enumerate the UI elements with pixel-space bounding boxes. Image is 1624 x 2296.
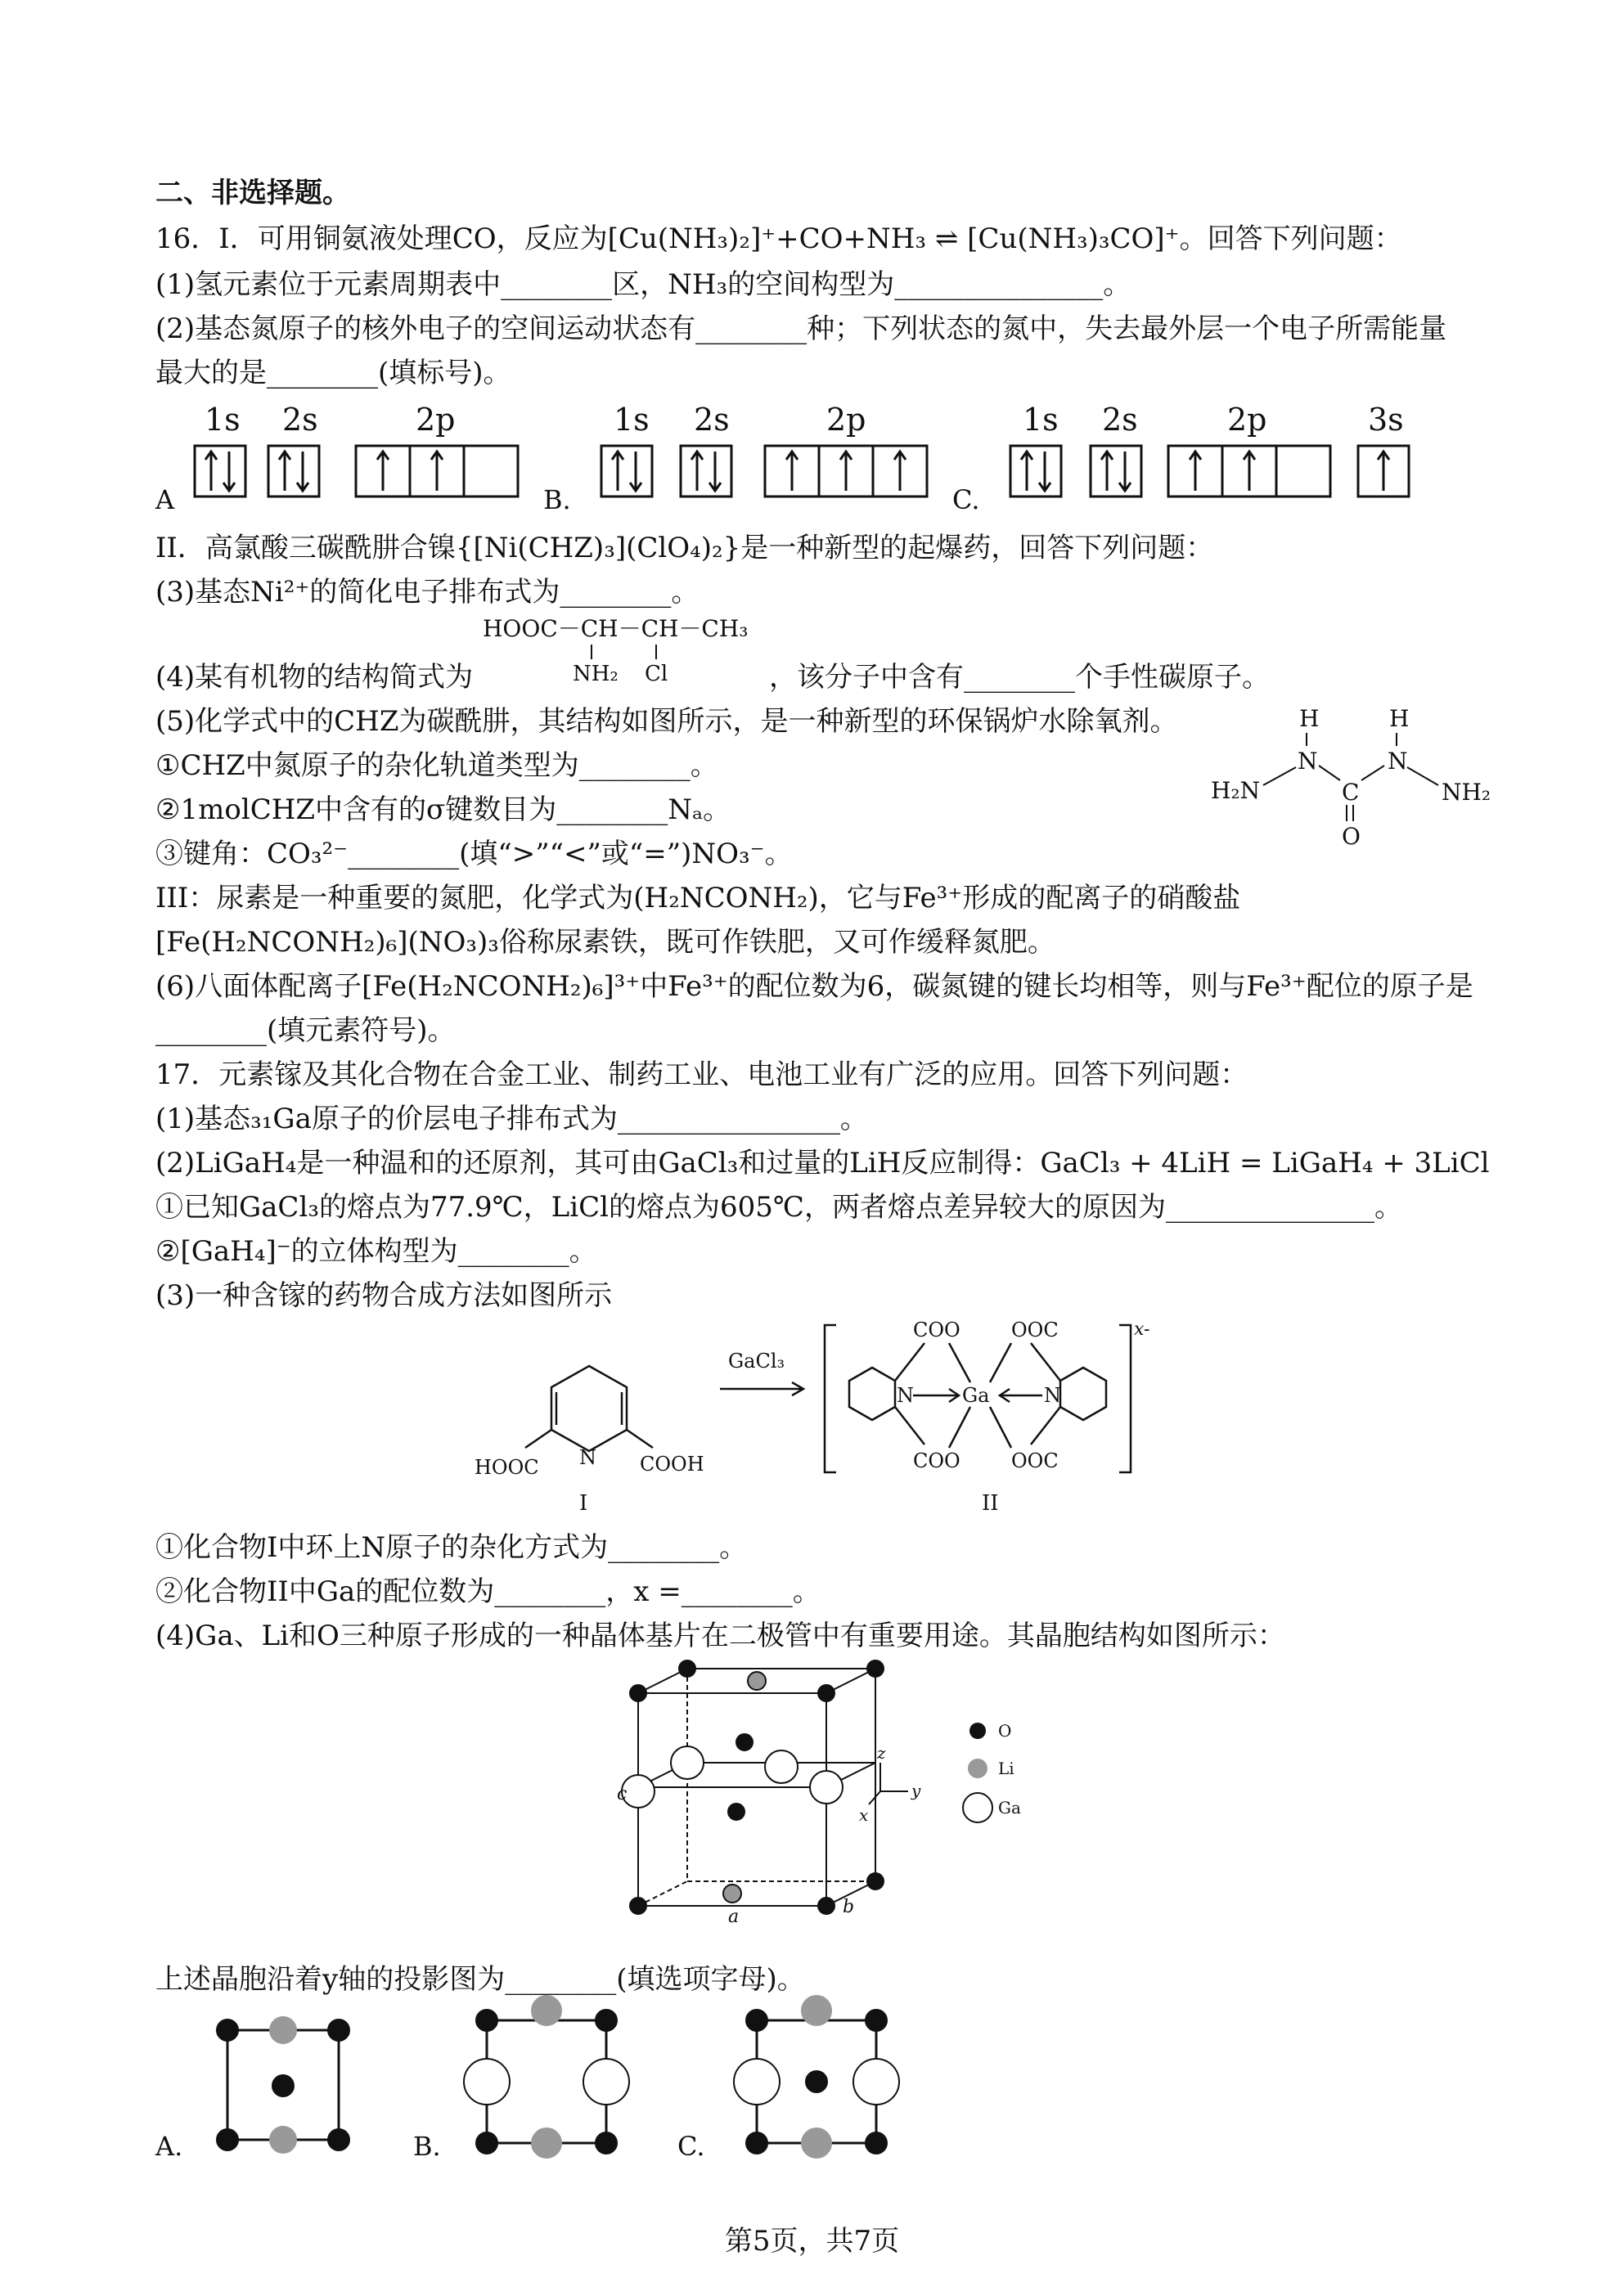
svg-text:N: N bbox=[897, 1384, 914, 1407]
orbital-label-2s: 2s bbox=[282, 402, 318, 438]
q16-part2-line1: (2)基态氮原子的核外电子的空间运动状态有________种；下列状态的氮中，失去最外层一个电子所需能量 bbox=[155, 312, 1447, 345]
crystal-cell-diagram bbox=[605, 1660, 1064, 1927]
orbital-option-c: C. bbox=[952, 484, 980, 515]
q16-part-III-line2: [Fe(H₂NCONH₂)₆](NO₃)₃俗称尿素铁，既可作铁肥，又可作缓释氮肥。 bbox=[155, 926, 1055, 959]
svg-text:3s: 3s bbox=[1368, 402, 1404, 438]
svg-text:2s: 2s bbox=[694, 402, 730, 438]
svg-text:b: b bbox=[843, 1897, 855, 1917]
orbital-label-1s: 1s bbox=[205, 402, 241, 438]
q17-part3-1: ①化合物I中环上N原子的杂化方式为________。 bbox=[155, 1531, 748, 1564]
svg-text:N: N bbox=[1298, 748, 1318, 775]
svg-text:OOC: OOC bbox=[1011, 1319, 1059, 1341]
q17-part3-2: ②化合物II中Ga的配位数为________，x =________。 bbox=[155, 1575, 821, 1608]
q17-stem: 17．元素镓及其化合物在合金工业、制药工业、电池工业有广泛的应用。回答下列问题： bbox=[155, 1058, 1248, 1091]
page-footer: 第5页，共7页 bbox=[724, 2225, 900, 2258]
svg-text:NH₂: NH₂ bbox=[1442, 779, 1491, 806]
svg-text:2p: 2p bbox=[1227, 402, 1267, 438]
q17-part2: (2)LiGaH₄是一种温和的还原剂，其可由GaCl₃和过量的LiH反应制得：GaCl₃ + 4LiH = LiGaH₄ + 3LiCl bbox=[155, 1147, 1490, 1179]
q16-part5-3: ③键角：CO₃²⁻________(填“>”“<”或“=”)NO₃⁻。 bbox=[155, 838, 793, 870]
synthesis-scheme bbox=[458, 1317, 1194, 1521]
svg-text:OOC: OOC bbox=[1011, 1449, 1059, 1472]
orbital-option-b: B. bbox=[543, 484, 571, 515]
svg-text:x: x bbox=[859, 1805, 869, 1825]
proj-option-b: B. bbox=[413, 2131, 441, 2162]
svg-text:1s: 1s bbox=[614, 402, 650, 438]
svg-text:O: O bbox=[1342, 823, 1361, 850]
q17-part4-question: 上述晶胞沿着y轴的投影图为________(填选项字母)。 bbox=[155, 1963, 805, 1996]
orbital-option-a: A bbox=[155, 484, 175, 515]
q16-part2-line2: 最大的是________(填标号)。 bbox=[155, 357, 511, 389]
q17-part3: (3)一种含镓的药物合成方法如图所示 bbox=[155, 1279, 613, 1312]
q16-part5-1: ①CHZ中氮原子的杂化轨道类型为________。 bbox=[155, 749, 718, 782]
q17-part2-2: ②[GaH₄]⁻的立体构型为________。 bbox=[155, 1235, 597, 1268]
orbital-diagrams bbox=[0, 401, 1624, 523]
svg-text:NH₂: NH₂ bbox=[573, 662, 619, 686]
q16-part-III-line1: III：尿素是一种重要的氮肥，化学式为(H₂NCONH₂)，它与Fe³⁺形成的配离子的硝酸盐 bbox=[155, 882, 1241, 914]
svg-text:Ga: Ga bbox=[998, 1798, 1021, 1817]
svg-text:2s: 2s bbox=[1102, 402, 1138, 438]
svg-text:x-: x- bbox=[1134, 1319, 1150, 1340]
q16-part6-line2: ________(填元素符号)。 bbox=[155, 1014, 456, 1047]
proj-option-c: C. bbox=[677, 2131, 705, 2162]
chz-structure bbox=[1211, 703, 1505, 851]
svg-text:COO: COO bbox=[913, 1319, 960, 1341]
svg-text:Cl: Cl bbox=[645, 662, 668, 686]
q16-part-II: II．高氯酸三碳酰肼合镍{[Ni(CHZ)₃](ClO₄)₂}是一种新型的起爆药，回答下列问题： bbox=[155, 532, 1214, 564]
svg-text:HOOC－CH－CH－CH₃: HOOC－CH－CH－CH₃ bbox=[483, 615, 749, 642]
svg-text:N: N bbox=[579, 1446, 596, 1469]
svg-text:O: O bbox=[998, 1721, 1012, 1741]
projection-options bbox=[0, 1996, 1624, 2176]
svg-text:a: a bbox=[728, 1907, 740, 1927]
q16-part3: (3)基态Ni²⁺的简化电子排布式为________。 bbox=[155, 576, 700, 609]
q17-part1: (1)基态₃₁Ga原子的价层电子排布式为________________。 bbox=[155, 1103, 868, 1135]
svg-text:COOH: COOH bbox=[640, 1453, 704, 1476]
svg-text:H₂N: H₂N bbox=[1211, 777, 1261, 804]
svg-text:H: H bbox=[1389, 705, 1410, 732]
svg-text:y: y bbox=[911, 1781, 921, 1800]
section-title: 二、非选择题。 bbox=[155, 177, 350, 209]
svg-text:c: c bbox=[617, 1784, 628, 1804]
q16-part6-line1: (6)八面体配离子[Fe(H₂NCONH₂)₆]³⁺中Fe³⁺的配位数为6，碳氮键的键长均相等，则与Fe³⁺配位的原子是 bbox=[155, 970, 1473, 1003]
svg-text:z: z bbox=[877, 1743, 886, 1763]
svg-text:1s: 1s bbox=[1023, 402, 1059, 438]
q16-part5-2: ②1molCHZ中含有的σ键数目为________Nₐ。 bbox=[155, 793, 731, 826]
q16-part4-b: ，该分子中含有________个手性碳原子。 bbox=[769, 661, 1270, 694]
svg-text:2p: 2p bbox=[826, 402, 866, 438]
compound-II-label: II bbox=[982, 1491, 999, 1516]
svg-text:Ga: Ga bbox=[962, 1384, 990, 1407]
compound-I-label: I bbox=[579, 1491, 588, 1516]
svg-text:H: H bbox=[1299, 705, 1320, 732]
q17-part4: (4)Ga、Li和O三种原子形成的一种晶体基片在二极管中有重要用途。其晶胞结构如图所示： bbox=[155, 1620, 1285, 1652]
q16-part5: (5)化学式中的CHZ为碳酰肼，其结构如图所示，是一种新型的环保锅炉水除氧剂。 bbox=[155, 705, 1178, 738]
svg-text:N: N bbox=[1388, 748, 1408, 775]
svg-text:Li: Li bbox=[998, 1759, 1014, 1778]
q17-part2-1: ①已知GaCl₃的熔点为77.9℃，LiCl的熔点为605℃，两者熔点差异较大的原因为_______________。 bbox=[155, 1191, 1402, 1224]
orbital-label-2p: 2p bbox=[416, 402, 456, 438]
svg-text:N: N bbox=[1044, 1384, 1061, 1407]
reagent: GaCl₃ bbox=[728, 1350, 785, 1373]
q16-stem: 16．I．可用铜氨液处理CO，反应为[Cu(NH₃)₂]⁺+CO+NH₃ ⇌ [Cu(NH₃)₃CO]⁺。回答下列问题： bbox=[155, 222, 1402, 255]
q16-part1: (1)氢元素位于元素周期表中________区，NH₃的空间构型为_______________。 bbox=[155, 268, 1131, 301]
svg-text:HOOC: HOOC bbox=[475, 1456, 539, 1479]
organic-structure bbox=[483, 615, 761, 689]
q16-part4-a: (4)某有机物的结构简式为 bbox=[155, 661, 474, 694]
svg-text:COO: COO bbox=[913, 1449, 960, 1472]
svg-text:C: C bbox=[1342, 779, 1360, 806]
proj-option-a: A. bbox=[155, 2131, 183, 2162]
